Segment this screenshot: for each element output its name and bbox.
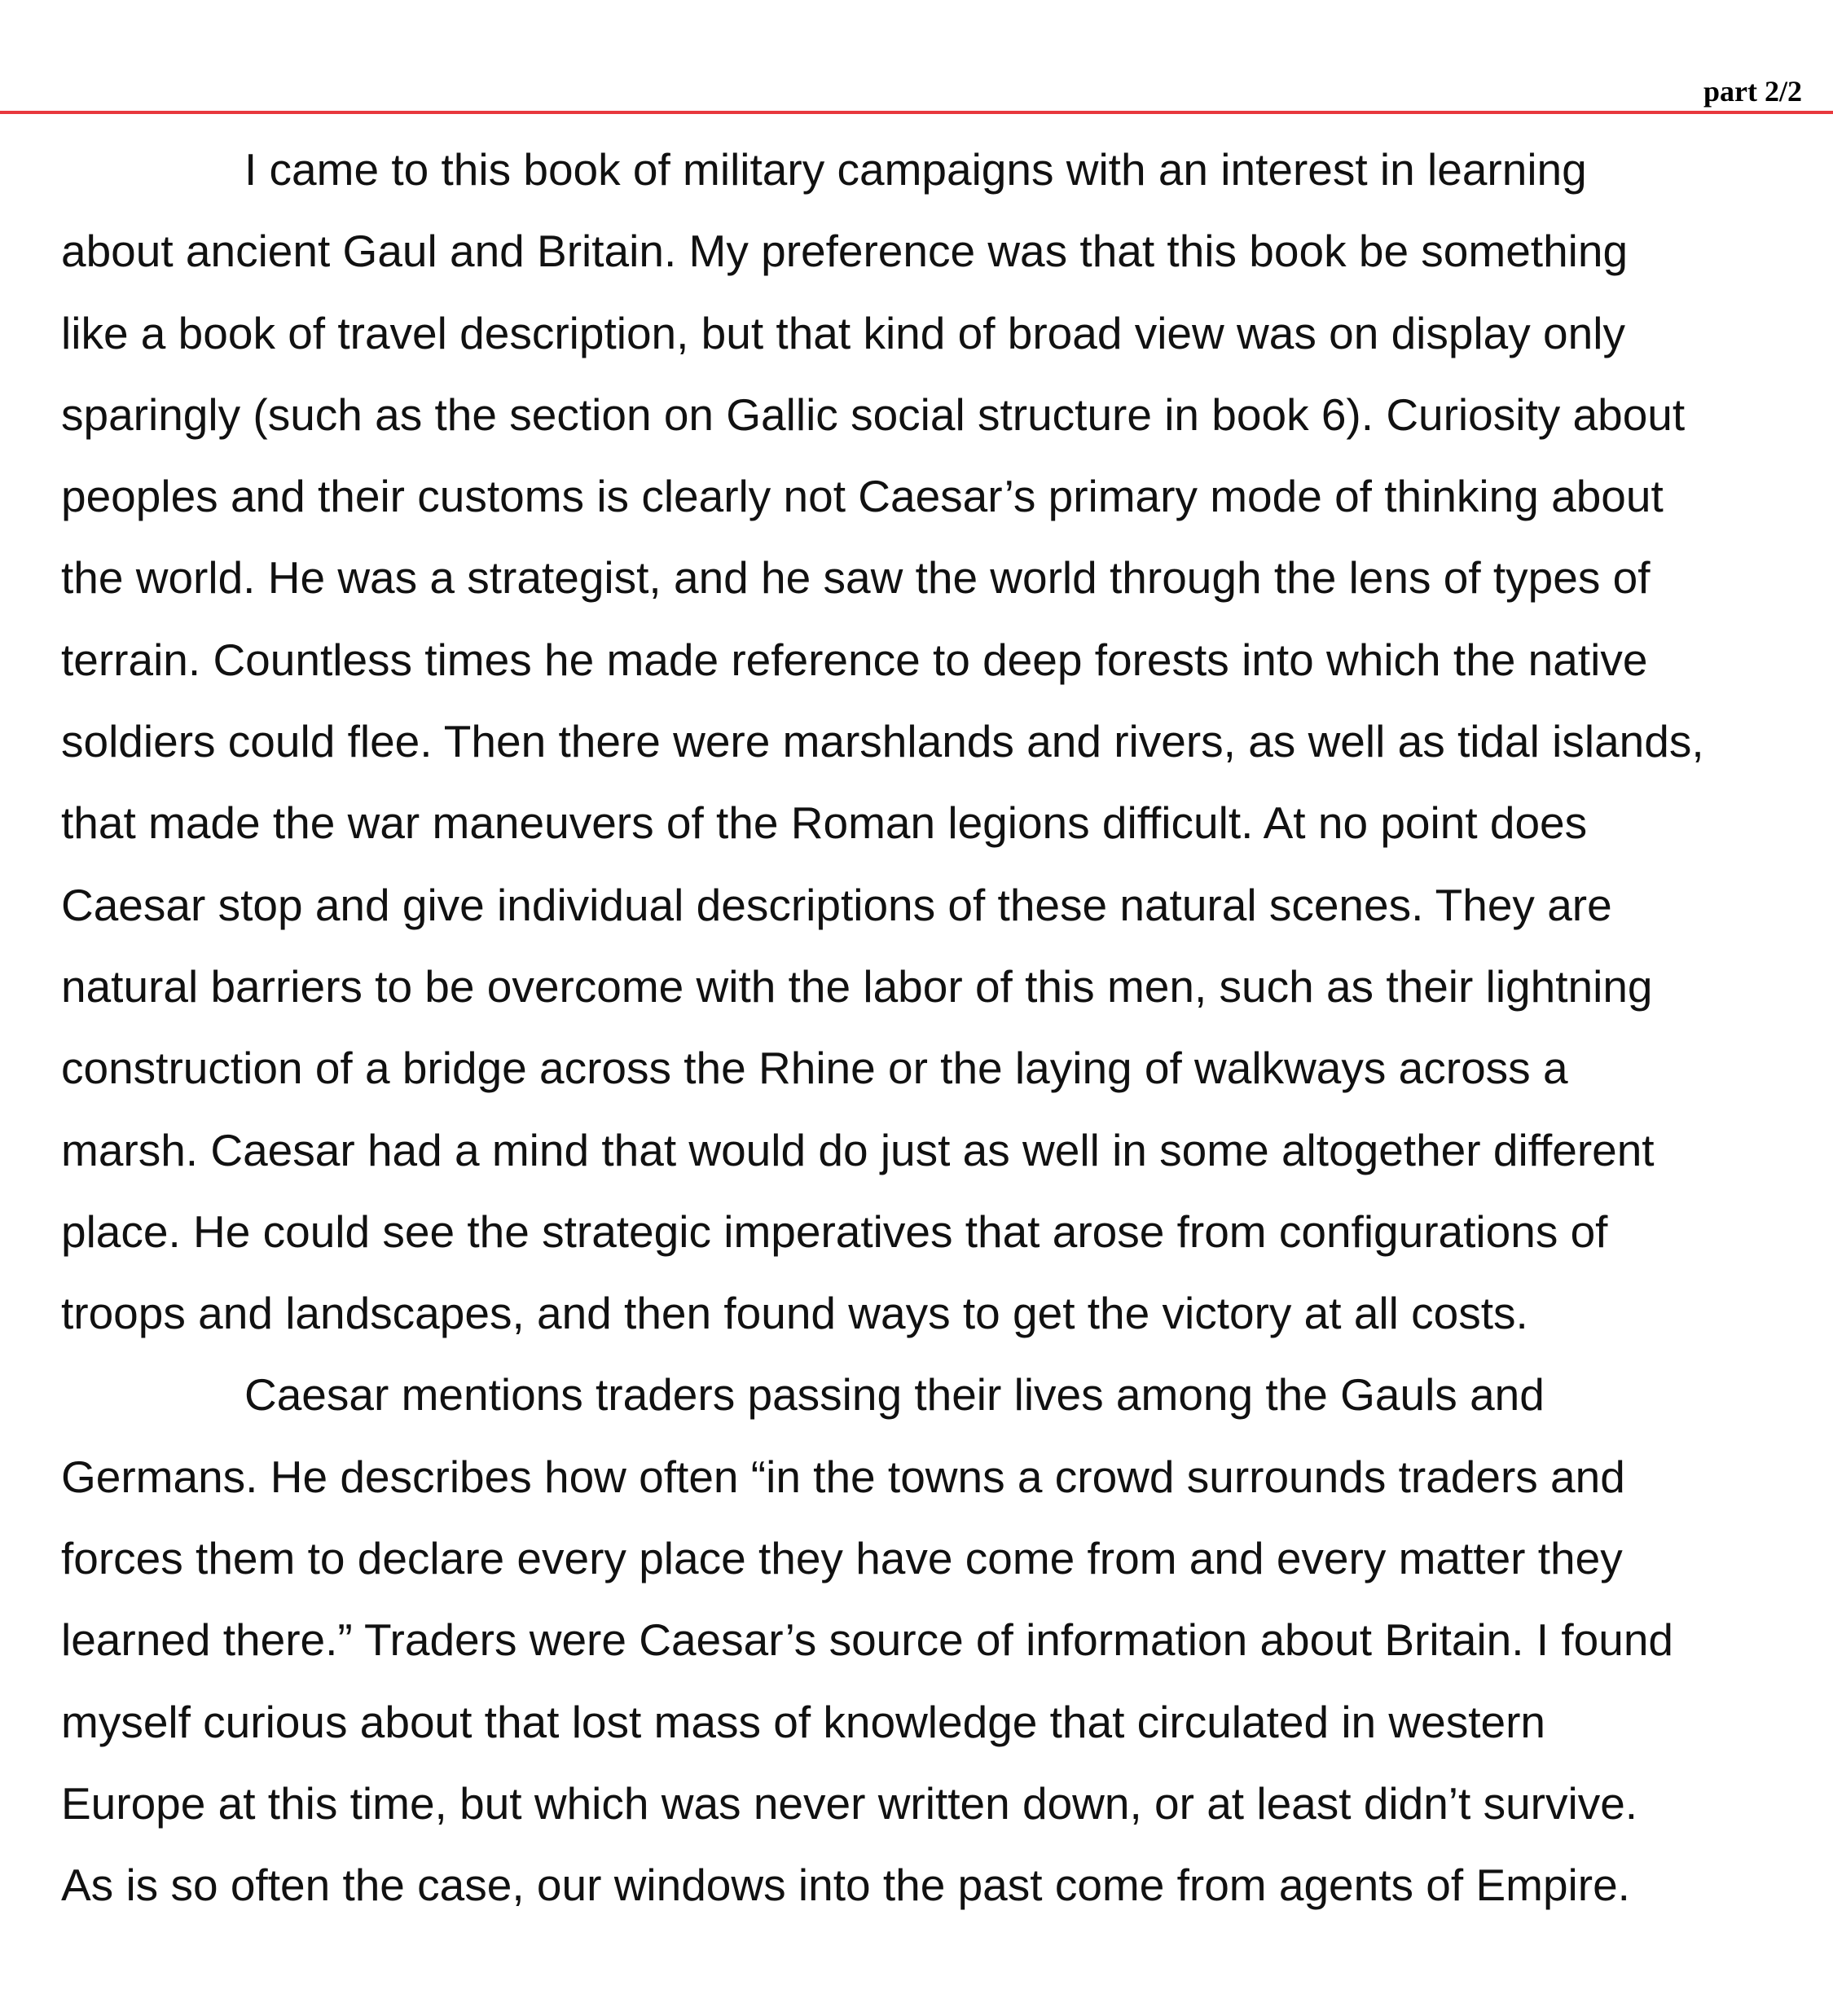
text-line: I came to this book of military campaigns with an interest in learning bbox=[244, 144, 1587, 195]
text-line: As is so often the case, our windows into the past come from agents of Empire. bbox=[61, 1860, 1630, 1911]
part-label: part 2/2 bbox=[1703, 75, 1802, 108]
text-line: construction of a bridge across the Rhine or the laying of walkways across a bbox=[61, 1043, 1568, 1094]
text-line: peoples and their customs is clearly not Caesar’s primary mode of thinking about bbox=[61, 471, 1664, 522]
text-line: soldiers could flee. Then there were marshlands and rivers, as well as tidal islands, bbox=[61, 716, 1704, 767]
text-line: that made the war maneuvers of the Roman legions difficult. At no point does bbox=[61, 797, 1588, 849]
text-line: Caesar stop and give individual descriptions of these natural scenes. They are bbox=[61, 879, 1612, 930]
text-line: learned there.” Traders were Caesar’s source of information about Britain. I found bbox=[61, 1614, 1674, 1666]
text-line: Europe at this time, but which was never written down, or at least didn’t survive. bbox=[61, 1777, 1638, 1829]
paragraph-1 bbox=[61, 129, 1800, 1354]
text-line: about ancient Gaul and Britain. My preference was that this book be something bbox=[61, 226, 1629, 277]
body-text bbox=[61, 129, 1800, 1926]
text-line: forces them to declare every place they have come from and every matter they bbox=[61, 1533, 1623, 1584]
text-line: place. He could see the strategic imperatives that arose from configurations of bbox=[61, 1206, 1608, 1257]
text-line: Germans. He describes how often “in the towns a crowd surrounds traders and bbox=[61, 1451, 1625, 1502]
text-line: terrain. Countless times he made reference to deep forests into which the native bbox=[61, 634, 1648, 685]
text-line: sparingly (such as the section on Gallic social structure in book 6). Curiosity about bbox=[61, 389, 1686, 440]
header-rule bbox=[0, 111, 1833, 114]
text-line: marsh. Caesar had a mind that would do just as well in some altogether different bbox=[61, 1124, 1655, 1175]
text-line: the world. He was a strategist, and he saw the world through the lens of types of bbox=[61, 552, 1651, 604]
text-line: like a book of travel description, but that kind of broad view was on display only bbox=[61, 307, 1625, 358]
paragraph-2 bbox=[61, 1354, 1800, 1926]
text-line: troops and landscapes, and then found ways to get the victory at all costs. bbox=[61, 1288, 1528, 1339]
text-line: Caesar mentions traders passing their lives among the Gauls and bbox=[244, 1369, 1545, 1421]
text-line: natural barriers to be overcome with the labor of this men, such as their lightning bbox=[61, 960, 1653, 1012]
text-line: myself curious about that lost mass of knowledge that circulated in western bbox=[61, 1696, 1546, 1747]
